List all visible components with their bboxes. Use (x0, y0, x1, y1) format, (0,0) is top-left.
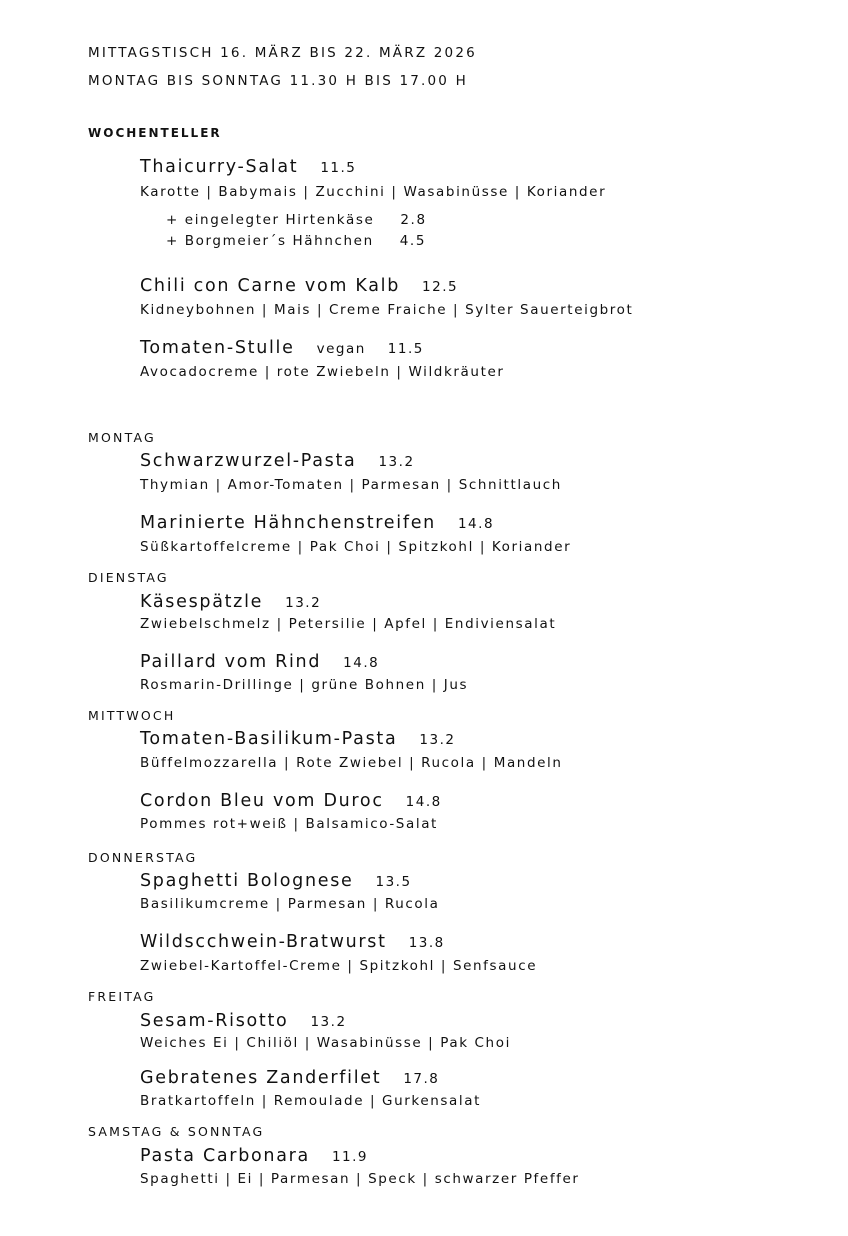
dish-title (140, 276, 458, 296)
dish-name: Pasta Carbonara (140, 1146, 310, 1166)
dish-description: Weiches Ei | Chiliöl | Wasabinüsse | Pak Choi (140, 1035, 511, 1051)
dish-description: Spaghetti | Ei | Parmesan | Speck | schwarzer Pfeffer (140, 1171, 580, 1187)
menu-date-range: MITTAGSTISCH 16. MÄRZ BIS 22. MÄRZ 2026 (88, 45, 477, 61)
dish-description: Kidneybohnen | Mais | Creme Fraiche | Sylter Sauerteigbrot (140, 302, 634, 318)
extra-price: 4.5 (399, 233, 427, 249)
extra-price: 2.8 (400, 212, 427, 228)
dish-description: Zwiebelschmelz | Petersilie | Apfel | Endiviensalat (140, 616, 557, 632)
dish-title (140, 652, 379, 672)
dish-description: Zwiebel-Kartoffel-Creme | Spitzkohl | Senfsauce (140, 958, 538, 974)
section-title-wochenteller: WOCHENTELLER (88, 126, 222, 140)
dish-title (140, 451, 415, 471)
dish-description: Süßkartoffelcreme | Pak Choi | Spitzkohl | Koriander (140, 539, 572, 555)
dish-name: Spaghetti Bolognese (140, 871, 354, 891)
dish-title (140, 513, 494, 533)
dish-price: 13.8 (408, 935, 445, 951)
extra-label: + Borgmeier´s Hähnchen (166, 233, 374, 249)
dish-extra (166, 233, 426, 249)
dish-name: Tomaten-Stulle (140, 338, 295, 358)
menu-opening-hours: MONTAG BIS SONNTAG 11.30 H BIS 17.00 H (88, 73, 468, 89)
dish-price: 14.8 (405, 794, 442, 810)
dish-price: 11.5 (320, 160, 357, 176)
dish-title (140, 1146, 368, 1166)
day-title-montag: MONTAG (88, 430, 156, 445)
dish-name: Thaicurry-Salat (140, 157, 299, 177)
dish-price: 13.5 (375, 874, 412, 890)
dish-description: Basilikumcreme | Parmesan | Rucola (140, 896, 440, 912)
dish-title (140, 157, 356, 177)
day-title-freitag: FREITAG (88, 989, 156, 1004)
dish-name: Cordon Bleu vom Duroc (140, 791, 384, 811)
day-title-donnerstag: DONNERSTAG (88, 850, 198, 865)
dish-title (140, 871, 412, 891)
dish-title (140, 1011, 347, 1031)
dish-name: Paillard vom Rind (140, 652, 322, 672)
dish-price: 14.8 (457, 516, 495, 532)
dish-price: 13.2 (419, 732, 456, 748)
day-title-mittwoch: MITTWOCH (88, 708, 176, 723)
dish-title (140, 791, 442, 811)
dish-price: 17.8 (403, 1071, 440, 1087)
day-title-dienstag: DIENSTAG (88, 570, 169, 585)
dish-price: 13.2 (285, 595, 322, 611)
dish-price: 13.2 (310, 1014, 347, 1030)
dish-price: 14.8 (343, 655, 380, 671)
dish-name: Marinierte Hähnchenstreifen (140, 513, 436, 533)
dish-name: Chili con Carne vom Kalb (140, 276, 401, 296)
dish-name: Sesam-Risotto (140, 1011, 289, 1031)
day-title-samstag-sonntag: SAMSTAG & SONNTAG (88, 1124, 265, 1139)
dish-description: Pommes rot+weiß | Balsamico-Salat (140, 816, 438, 832)
dish-title (140, 1068, 439, 1088)
dish-name: Käsespätzle (140, 592, 264, 612)
dish-price: 12.5 (422, 279, 459, 295)
dish-description: Thymian | Amor-Tomaten | Parmesan | Schnittlauch (140, 477, 562, 493)
dish-description: Avocadocreme | rote Zwiebeln | Wildkräuter (140, 364, 505, 380)
extra-label: + eingelegter Hirtenkäse (166, 212, 375, 228)
dish-price: 11.5 (387, 341, 424, 357)
dish-title (140, 932, 445, 952)
dish-title (140, 338, 424, 358)
dish-name: Schwarzwurzel-Pasta (140, 451, 357, 471)
dish-title (140, 592, 321, 612)
dish-description: Bratkartoffeln | Remoulade | Gurkensalat (140, 1093, 482, 1109)
dish-name: Wildscchwein-Bratwurst (140, 932, 387, 952)
dish-description: Karotte | Babymais | Zucchini | Wasabinüsse | Koriander (140, 184, 607, 200)
dish-extra (166, 212, 427, 228)
dish-price: 13.2 (378, 454, 415, 470)
dish-description: Rosmarin-Drillinge | grüne Bohnen | Jus (140, 677, 469, 693)
dish-name: Gebratenes Zanderfilet (140, 1068, 382, 1088)
dish-price: 11.9 (331, 1149, 369, 1165)
dish-name: Tomaten-Basilikum-Pasta (140, 729, 398, 749)
dish-title (140, 729, 455, 749)
dish-description: Büffelmozzarella | Rote Zwiebel | Rucola | Mandeln (140, 755, 563, 771)
dish-tag: vegan (316, 341, 366, 357)
